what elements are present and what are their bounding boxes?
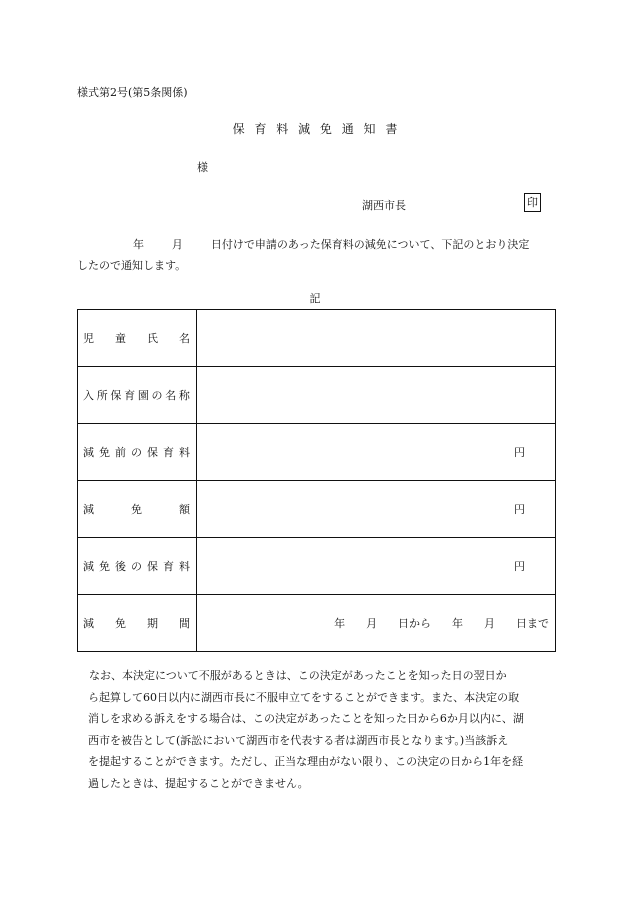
notice-line: 過したときは、提起することができません。 [88, 776, 309, 790]
yen-unit: 円 [514, 503, 525, 516]
label-char: 育 [163, 560, 174, 573]
label-char: 料 [179, 560, 190, 573]
row-label [78, 310, 197, 367]
label-char: 氏 [147, 332, 158, 345]
label-char: 免 [115, 617, 126, 630]
appeal-notice [77, 665, 555, 794]
label-char: 保 [147, 560, 158, 573]
label-char: 称 [178, 389, 190, 402]
label-char: 後 [115, 560, 126, 573]
seal-stamp-box: 印 [524, 193, 541, 212]
row-label [78, 595, 197, 652]
row-value-field[interactable] [197, 424, 556, 481]
label-char: 減 [83, 446, 94, 459]
label-char: の [151, 389, 163, 402]
label-char: 育 [124, 389, 136, 402]
row-value-field[interactable] [197, 481, 556, 538]
period-range-text: 年 月 日から 年 月 日まで [334, 617, 549, 630]
label-char: 免 [131, 503, 142, 516]
row-label [78, 538, 197, 595]
details-row [78, 538, 556, 595]
label-char: 児 [83, 332, 94, 345]
row-label-text [78, 444, 196, 460]
intro-line-1: 年 月 日付けで申請のあった保育料の減免について、下記のとおり決定 [77, 238, 530, 251]
label-char: の [131, 560, 142, 573]
ki-heading: 記 [309, 292, 321, 305]
label-char: 入 [83, 389, 94, 402]
row-value-field[interactable] [197, 367, 556, 424]
details-row [78, 310, 556, 367]
row-value-field[interactable] [197, 595, 556, 652]
notice-line: 西市を被告として(訴訟において湖西市を代表する者は湖西市長となります。)当該訴え [88, 733, 509, 747]
label-char: 間 [179, 617, 190, 630]
intro-paragraph [77, 234, 555, 276]
recipient-honorific: 様 [197, 161, 208, 174]
label-char: の [131, 446, 142, 459]
label-char: 期 [147, 617, 158, 630]
label-char: 保 [110, 389, 122, 402]
label-char: 免 [99, 560, 110, 573]
label-char: 減 [83, 617, 94, 630]
row-label-text [78, 387, 196, 403]
row-label-text [78, 615, 196, 631]
notice-line: 消しを求める訴えをする場合は、この決定があったことを知った日から6か月以内に、湖 [88, 712, 524, 725]
row-label-text [78, 501, 196, 517]
form-code: 様式第2号(第5条関係) [77, 86, 188, 99]
label-char: 保 [147, 446, 158, 459]
intro-line-2: したので通知します。 [77, 259, 187, 272]
label-char: 減 [83, 503, 94, 516]
row-label-text [78, 558, 196, 574]
label-char: 料 [179, 446, 190, 459]
yen-unit: 円 [514, 560, 525, 573]
yen-unit: 円 [514, 446, 525, 459]
label-char: 童 [115, 332, 126, 345]
label-char: 園 [137, 389, 149, 402]
details-row [78, 595, 556, 652]
notice-line: ら起算して60日以内に湖西市長に不服申立てをすることができます。また、本決定の取 [88, 690, 520, 704]
row-value-field[interactable] [197, 310, 556, 367]
notice-line: なお、本決定について不服があるときは、この決定があったことを知った日の翌日か [89, 669, 507, 682]
label-char: 所 [96, 389, 108, 402]
document-title [0, 120, 630, 137]
row-label-text [78, 330, 196, 346]
label-char: 減 [83, 560, 94, 573]
row-label [78, 424, 197, 481]
label-char: 免 [99, 446, 110, 459]
label-char: 名 [165, 389, 177, 402]
label-char: 額 [179, 503, 190, 516]
row-label [78, 481, 197, 538]
details-row [78, 481, 556, 538]
notice-line: を提起することができます。ただし、正当な理由がない限り、この決定の日から1年を経 [88, 755, 524, 768]
details-table [77, 309, 556, 652]
issuer-name: 湖西市長 [362, 199, 406, 212]
label-char: 名 [179, 332, 190, 345]
document-title-text: 保 育 料 減 免 通 知 書 [232, 122, 398, 136]
row-label [78, 367, 197, 424]
row-value-field[interactable] [197, 538, 556, 595]
label-char: 育 [163, 446, 174, 459]
details-row [78, 367, 556, 424]
details-row [78, 424, 556, 481]
label-char: 前 [115, 446, 126, 459]
